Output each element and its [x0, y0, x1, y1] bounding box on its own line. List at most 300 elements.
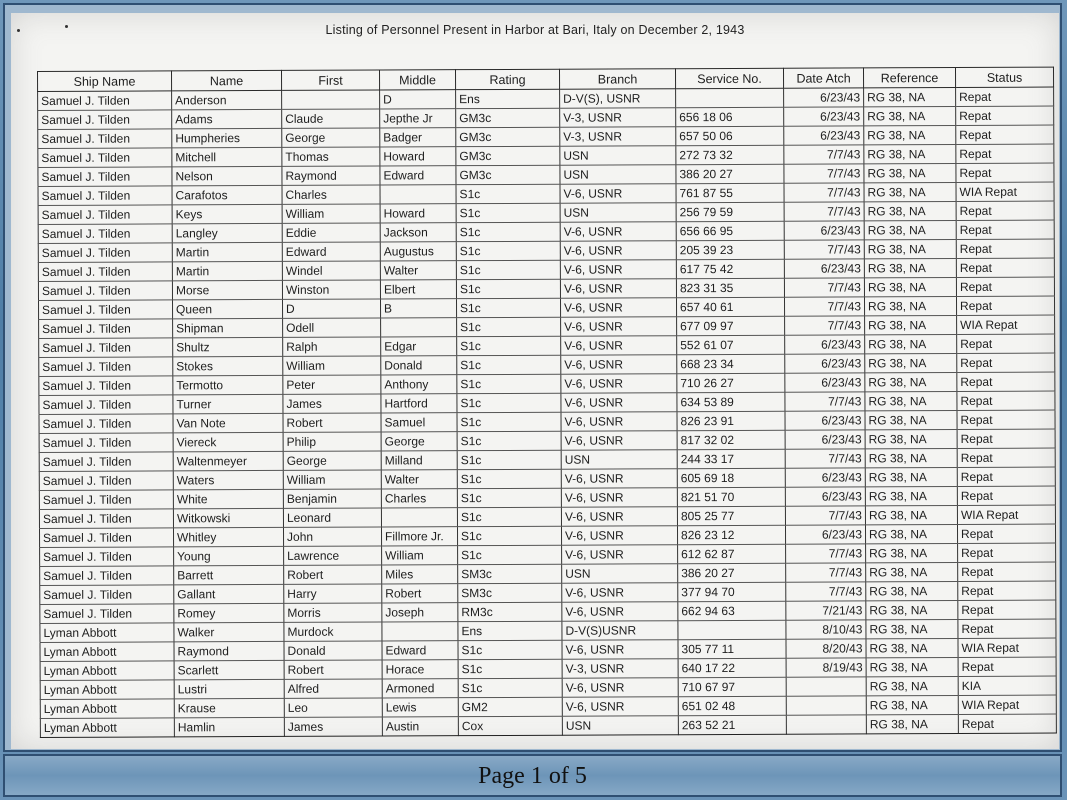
cell-service-no: 656 18 06: [676, 107, 784, 126]
cell-middle: D: [380, 90, 456, 109]
cell-name: Scarlett: [174, 660, 284, 679]
cell-service-no: 823 31 35: [676, 278, 784, 297]
cell-service-no: 272 73 32: [676, 145, 784, 164]
cell-branch: USN: [560, 146, 676, 166]
cell-status: Repat: [957, 353, 1055, 372]
cell-name: Turner: [173, 394, 283, 413]
cell-status: Repat: [956, 296, 1054, 315]
cell-reference: RG 38, NA: [864, 239, 956, 258]
cell-service-no: 377 94 70: [678, 582, 786, 601]
cell-reference: RG 38, NA: [866, 638, 958, 657]
cell-middle: Edward: [382, 641, 458, 660]
cell-first: Alfred: [284, 679, 382, 698]
cell-service-no: 612 62 87: [678, 544, 786, 563]
table-row: [40, 714, 1056, 737]
cell-date-atch: 6/23/43: [785, 468, 865, 487]
cell-name: Martin: [172, 261, 282, 280]
cell-first: Leonard: [283, 508, 381, 527]
cell-rating: S1c: [457, 374, 561, 393]
cell-ship-name: Samuel J. Tilden: [38, 224, 172, 244]
cell-service-no: 657 40 61: [676, 297, 784, 316]
cell-name: Nelson: [172, 166, 282, 185]
cell-name: Stokes: [173, 356, 283, 375]
cell-middle: William: [382, 546, 458, 565]
cell-branch: D-V(S)USNR: [562, 621, 678, 641]
cell-branch: V-6, USNR: [561, 469, 677, 489]
cell-status: Repat: [957, 372, 1055, 391]
cell-date-atch: 6/23/43: [784, 126, 864, 145]
cell-ship-name: Lyman Abbott: [40, 661, 174, 681]
cell-ship-name: Lyman Abbott: [40, 680, 174, 700]
cell-middle: Miles: [382, 565, 458, 584]
cell-first: Windel: [282, 261, 380, 280]
cell-middle: Jackson: [380, 223, 456, 242]
cell-service-no: [676, 88, 784, 107]
cell-date-atch: 7/7/43: [786, 544, 866, 563]
cell-rating: S1c: [456, 279, 560, 298]
cell-branch: V-6, USNR: [561, 412, 677, 432]
cell-status: Repat: [957, 448, 1055, 467]
cell-status: Repat: [956, 277, 1054, 296]
cell-middle: [381, 318, 457, 337]
cell-date-atch: [786, 696, 866, 715]
cell-reference: RG 38, NA: [865, 391, 957, 410]
cell-branch: USN: [560, 165, 676, 185]
cell-service-no: 552 61 07: [677, 335, 785, 354]
cell-rating: GM3c: [456, 127, 560, 146]
cell-name: Barrett: [174, 565, 284, 584]
cell-status: Repat: [958, 619, 1056, 638]
cell-service-no: 668 23 34: [677, 354, 785, 373]
cell-name: Termotto: [173, 375, 283, 394]
cell-reference: RG 38, NA: [864, 220, 956, 239]
cell-name: Anderson: [172, 90, 282, 109]
page-indicator: Page 1 of 5: [478, 763, 587, 789]
cell-date-atch: 6/23/43: [784, 259, 864, 278]
document-border: [3, 3, 1062, 752]
cell-ship-name: Lyman Abbott: [40, 718, 174, 738]
cell-first: Ralph: [283, 337, 381, 356]
cell-reference: RG 38, NA: [866, 657, 958, 676]
cell-rating: S1c: [457, 355, 561, 374]
cell-ship-name: Samuel J. Tilden: [38, 186, 172, 206]
cell-service-no: 244 33 17: [677, 449, 785, 468]
cell-branch: D-V(S), USNR: [560, 89, 676, 109]
cell-date-atch: 6/23/43: [785, 430, 865, 449]
cell-name: Whitley: [173, 527, 283, 546]
cell-middle: [381, 508, 457, 527]
cell-branch: V-6, USNR: [562, 602, 678, 622]
cell-middle: Samuel: [381, 413, 457, 432]
cell-middle: Anthony: [381, 375, 457, 394]
cell-rating: S1c: [457, 450, 561, 469]
cell-name: Waltenmeyer: [173, 451, 283, 470]
cell-ship-name: Samuel J. Tilden: [39, 490, 173, 510]
cell-first: Thomas: [282, 147, 380, 166]
cell-date-atch: 6/23/43: [784, 107, 864, 126]
cell-ship-name: Samuel J. Tilden: [39, 471, 173, 491]
cell-status: Repat: [956, 87, 1054, 106]
cell-status: Repat: [958, 562, 1056, 581]
cell-date-atch: 6/23/43: [785, 525, 865, 544]
cell-rating: S1c: [456, 222, 560, 241]
cell-status: KIA: [958, 676, 1056, 695]
cell-ship-name: Samuel J. Tilden: [38, 110, 172, 130]
cell-branch: V-6, USNR: [561, 336, 677, 356]
cell-ship-name: Samuel J. Tilden: [38, 129, 172, 149]
cell-status: Repat: [958, 600, 1056, 619]
cell-first: Eddie: [282, 223, 380, 242]
column-header-service-no: Service No.: [675, 68, 783, 88]
cell-branch: V-6, USNR: [560, 279, 676, 299]
cell-rating: S1c: [457, 488, 561, 507]
cell-rating: S1c: [458, 678, 562, 697]
cell-branch: V-6, USNR: [561, 317, 677, 337]
cell-name: White: [173, 489, 283, 508]
cell-rating: S1c: [457, 526, 561, 545]
cell-date-atch: 8/19/43: [786, 658, 866, 677]
cell-rating: S1c: [458, 640, 562, 659]
cell-status: Repat: [956, 201, 1054, 220]
cell-middle: Milland: [381, 451, 457, 470]
cell-name: Queen: [173, 299, 283, 318]
cell-service-no: 386 20 27: [676, 164, 784, 183]
cell-status: Repat: [956, 220, 1054, 239]
cell-name: Romey: [174, 603, 284, 622]
cell-status: WIA Repat: [958, 695, 1056, 714]
cell-reference: RG 38, NA: [865, 486, 957, 505]
cell-reference: RG 38, NA: [866, 600, 958, 619]
cell-branch: V-6, USNR: [561, 355, 677, 375]
cell-branch: V-6, USNR: [562, 583, 678, 603]
cell-branch: V-6, USNR: [562, 545, 678, 565]
cell-reference: RG 38, NA: [865, 334, 957, 353]
column-header-branch: Branch: [559, 69, 675, 90]
cell-date-atch: [786, 715, 866, 734]
cell-ship-name: Samuel J. Tilden: [38, 243, 172, 263]
cell-ship-name: Samuel J. Tilden: [38, 91, 172, 111]
cell-first: Robert: [284, 660, 382, 679]
cell-rating: S1c: [456, 298, 560, 317]
cell-branch: V-6, USNR: [561, 431, 677, 451]
cell-name: Martin: [172, 242, 282, 261]
cell-rating: S1c: [457, 431, 561, 450]
cell-reference: RG 38, NA: [864, 258, 956, 277]
cell-service-no: 263 52 21: [678, 715, 786, 734]
cell-reference: RG 38, NA: [865, 372, 957, 391]
cell-date-atch: 7/7/43: [784, 164, 864, 183]
cell-first: Harry: [284, 584, 382, 603]
cell-service-no: 651 02 48: [678, 696, 786, 715]
cell-middle: B: [380, 299, 456, 318]
cell-branch: USN: [562, 716, 678, 736]
cell-date-atch: 6/23/43: [785, 487, 865, 506]
cell-first: Winston: [282, 280, 380, 299]
cell-rating: GM3c: [456, 165, 560, 184]
cell-service-no: 710 26 27: [677, 373, 785, 392]
cell-date-atch: 7/7/43: [784, 278, 864, 297]
cell-first: William: [283, 470, 381, 489]
cell-branch: V-6, USNR: [561, 526, 677, 546]
cell-first: James: [283, 394, 381, 413]
cell-branch: V-6, USNR: [560, 184, 676, 204]
cell-first: D: [282, 299, 380, 318]
cell-date-atch: 6/23/43: [785, 411, 865, 430]
cell-first: [282, 90, 380, 109]
cell-date-atch: 7/21/43: [786, 601, 866, 620]
cell-service-no: 826 23 91: [677, 411, 785, 430]
cell-middle: Robert: [382, 584, 458, 603]
cell-ship-name: Samuel J. Tilden: [38, 262, 172, 282]
cell-first: Morris: [284, 603, 382, 622]
cell-date-atch: 6/23/43: [784, 88, 864, 107]
cell-name: Young: [174, 546, 284, 565]
cell-reference: RG 38, NA: [864, 296, 956, 315]
cell-reference: RG 38, NA: [866, 714, 958, 733]
cell-middle: Fillmore Jr.: [381, 527, 457, 546]
cell-service-no: 640 17 22: [678, 658, 786, 677]
cell-name: Adams: [172, 109, 282, 128]
cell-rating: S1c: [457, 336, 561, 355]
column-header-reference: Reference: [863, 67, 955, 87]
cell-date-atch: 7/7/43: [785, 506, 865, 525]
cell-ship-name: Samuel J. Tilden: [39, 452, 173, 472]
cell-name: Hamlin: [174, 717, 284, 736]
cell-name: Langley: [172, 223, 282, 242]
cell-date-atch: [786, 677, 866, 696]
cell-middle: Hartford: [381, 394, 457, 413]
cell-reference: RG 38, NA: [865, 467, 957, 486]
cell-reference: RG 38, NA: [865, 429, 957, 448]
column-header-status: Status: [955, 67, 1053, 87]
cell-service-no: 657 50 06: [676, 126, 784, 145]
cell-reference: RG 38, NA: [864, 87, 956, 106]
cell-first: Robert: [283, 413, 381, 432]
cell-ship-name: Samuel J. Tilden: [38, 167, 172, 187]
cell-middle: Edward: [380, 166, 456, 185]
column-header-ship-name: Ship Name: [38, 71, 172, 92]
cell-ship-name: Samuel J. Tilden: [38, 205, 172, 225]
cell-rating: GM3c: [456, 108, 560, 127]
cell-rating: SM3c: [458, 583, 562, 602]
cell-branch: V-6, USNR: [560, 241, 676, 261]
column-header-first: First: [281, 70, 379, 90]
cell-branch: V-6, USNR: [562, 640, 678, 660]
cell-date-atch: 7/7/43: [784, 202, 864, 221]
cell-date-atch: 7/7/43: [785, 316, 865, 335]
cell-middle: [382, 622, 458, 641]
cell-service-no: [678, 620, 786, 639]
cell-ship-name: Samuel J. Tilden: [39, 319, 173, 339]
cell-date-atch: 7/7/43: [786, 582, 866, 601]
cell-ship-name: Samuel J. Tilden: [40, 604, 174, 624]
cell-reference: RG 38, NA: [866, 676, 958, 695]
cell-first: Claude: [282, 109, 380, 128]
cell-middle: Walter: [380, 261, 456, 280]
cell-status: Repat: [957, 524, 1055, 543]
cell-name: Mitchell: [172, 147, 282, 166]
cell-middle: George: [381, 432, 457, 451]
cell-rating: GM3c: [456, 146, 560, 165]
cell-date-atch: 6/23/43: [784, 221, 864, 240]
cell-status: Repat: [957, 467, 1055, 486]
cell-name: Keys: [172, 204, 282, 223]
cell-reference: RG 38, NA: [864, 163, 956, 182]
cell-name: Lustri: [174, 679, 284, 698]
cell-name: Shipman: [173, 318, 283, 337]
cell-status: Repat: [957, 429, 1055, 448]
cell-name: Morse: [172, 280, 282, 299]
personnel-table: [37, 67, 1057, 738]
cell-service-no: 605 69 18: [677, 468, 785, 487]
cell-service-no: 617 75 42: [676, 259, 784, 278]
cell-service-no: 821 51 70: [677, 487, 785, 506]
cell-branch: V-6, USNR: [561, 507, 677, 527]
cell-ship-name: Samuel J. Tilden: [39, 509, 173, 529]
cell-reference: RG 38, NA: [866, 695, 958, 714]
cell-rating: SM3c: [458, 564, 562, 583]
cell-name: Van Note: [173, 413, 283, 432]
cell-rating: S1c: [457, 393, 561, 412]
cell-status: WIA Repat: [957, 505, 1055, 524]
cell-middle: Horace: [382, 660, 458, 679]
cell-first: Leo: [284, 698, 382, 717]
cell-status: Repat: [958, 714, 1056, 733]
cell-ship-name: Samuel J. Tilden: [39, 376, 173, 396]
cell-rating: GM2: [458, 697, 562, 716]
cell-reference: RG 38, NA: [865, 448, 957, 467]
cell-status: Repat: [956, 163, 1054, 182]
cell-first: Raymond: [282, 166, 380, 185]
cell-branch: V-3, USNR: [560, 108, 676, 128]
cell-rating: S1c: [457, 507, 561, 526]
cell-date-atch: 8/10/43: [786, 620, 866, 639]
cell-rating: S1c: [457, 412, 561, 431]
cell-rating: Ens: [456, 89, 560, 108]
cell-rating: S1c: [457, 317, 561, 336]
column-header-name: Name: [172, 70, 282, 90]
cell-service-no: 305 77 11: [678, 639, 786, 658]
cell-first: Edward: [282, 242, 380, 261]
cell-name: Carafotos: [172, 185, 282, 204]
cell-first: George: [283, 451, 381, 470]
cell-branch: V-3, USNR: [562, 659, 678, 679]
cell-status: WIA Repat: [958, 638, 1056, 657]
cell-first: William: [282, 204, 380, 223]
cell-status: Repat: [957, 410, 1055, 429]
cell-reference: RG 38, NA: [865, 524, 957, 543]
column-header-rating: Rating: [455, 69, 559, 89]
cell-middle: Howard: [380, 204, 456, 223]
cell-rating: S1c: [456, 260, 560, 279]
cell-branch: USN: [561, 450, 677, 470]
cell-reference: RG 38, NA: [865, 410, 957, 429]
cell-reference: RG 38, NA: [864, 182, 956, 201]
cell-reference: RG 38, NA: [864, 106, 956, 125]
cell-middle: Charles: [381, 489, 457, 508]
cell-name: Shultz: [173, 337, 283, 356]
cell-name: Krause: [174, 698, 284, 717]
cell-status: Repat: [958, 543, 1056, 562]
cell-reference: RG 38, NA: [864, 144, 956, 163]
cell-first: John: [283, 527, 381, 546]
cell-first: Lawrence: [284, 546, 382, 565]
cell-rating: S1c: [458, 545, 562, 564]
cell-ship-name: Samuel J. Tilden: [39, 300, 173, 320]
cell-branch: V-6, USNR: [561, 393, 677, 413]
cell-reference: RG 38, NA: [865, 353, 957, 372]
cell-service-no: 662 94 63: [678, 601, 786, 620]
cell-first: James: [284, 717, 382, 736]
cell-ship-name: Lyman Abbott: [40, 623, 174, 643]
cell-branch: V-6, USNR: [562, 678, 678, 698]
cell-date-atch: 7/7/43: [784, 297, 864, 316]
cell-status: Repat: [956, 144, 1054, 163]
column-header-middle: Middle: [379, 70, 455, 90]
cell-ship-name: Samuel J. Tilden: [39, 528, 173, 548]
cell-branch: V-6, USNR: [560, 260, 676, 280]
cell-rating: S1c: [457, 469, 561, 488]
cell-status: Repat: [956, 106, 1054, 125]
document-title: Listing of Personnel Present in Harbor at Bari, Italy on December 2, 1943: [325, 23, 745, 37]
cell-rating: S1c: [456, 203, 560, 222]
cell-middle: Lewis: [382, 698, 458, 717]
cell-rating: S1c: [456, 241, 560, 260]
cell-status: Repat: [957, 486, 1055, 505]
cell-ship-name: Samuel J. Tilden: [38, 281, 172, 301]
cell-rating: Ens: [458, 621, 562, 640]
page-footer: [3, 754, 1062, 797]
cell-rating: Cox: [458, 716, 562, 735]
cell-name: Witkowski: [173, 508, 283, 527]
cell-date-atch: 7/7/43: [785, 392, 865, 411]
cell-reference: RG 38, NA: [866, 562, 958, 581]
cell-first: Benjamin: [283, 489, 381, 508]
cell-name: Viereck: [173, 432, 283, 451]
cell-service-no: 710 67 97: [678, 677, 786, 696]
cell-service-no: 677 09 97: [677, 316, 785, 335]
cell-date-atch: 7/7/43: [784, 240, 864, 259]
cell-middle: Badger: [380, 128, 456, 147]
cell-reference: RG 38, NA: [866, 581, 958, 600]
cell-ship-name: Samuel J. Tilden: [40, 547, 174, 567]
cell-status: Repat: [958, 657, 1056, 676]
cell-reference: RG 38, NA: [865, 505, 957, 524]
cell-first: Charles: [282, 185, 380, 204]
cell-service-no: 826 23 12: [677, 525, 785, 544]
cell-status: Repat: [956, 125, 1054, 144]
cell-name: Waters: [173, 470, 283, 489]
cell-rating: RM3c: [458, 602, 562, 621]
cell-first: Robert: [284, 565, 382, 584]
cell-middle: Joseph: [382, 603, 458, 622]
cell-first: Murdock: [284, 622, 382, 641]
cell-middle: Howard: [380, 147, 456, 166]
cell-service-no: 805 25 77: [677, 506, 785, 525]
cell-ship-name: Samuel J. Tilden: [39, 395, 173, 415]
cell-ship-name: Samuel J. Tilden: [39, 414, 173, 434]
cell-reference: RG 38, NA: [864, 125, 956, 144]
personnel-table-wrap: [37, 67, 1056, 738]
cell-branch: USN: [560, 203, 676, 223]
cell-status: WIA Repat: [957, 315, 1055, 334]
cell-reference: RG 38, NA: [866, 543, 958, 562]
cell-reference: RG 38, NA: [864, 201, 956, 220]
cell-ship-name: Samuel J. Tilden: [40, 585, 174, 605]
cell-reference: RG 38, NA: [866, 619, 958, 638]
cell-first: Odell: [283, 318, 381, 337]
cell-first: William: [283, 356, 381, 375]
